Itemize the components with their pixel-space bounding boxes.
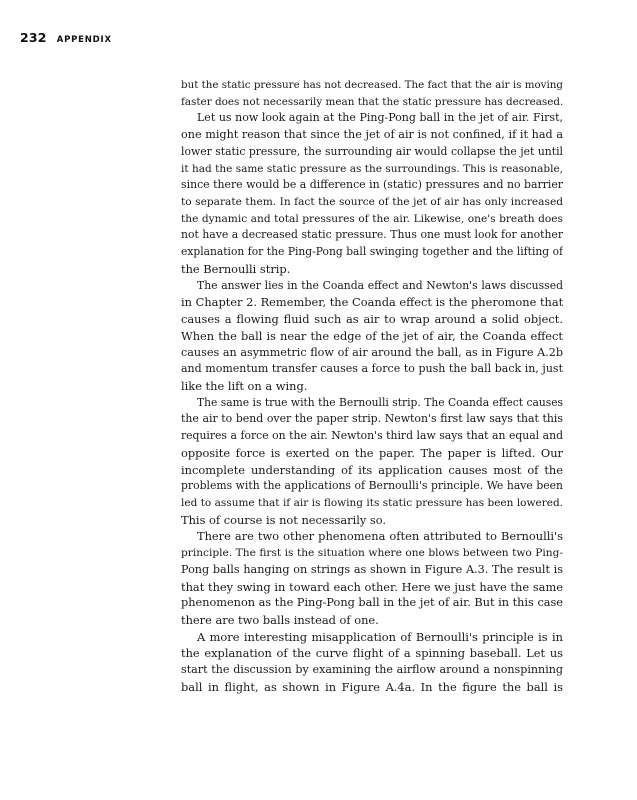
text-line: opposite force is exerted on the paper. The paper is lifted. Our <box>181 445 563 460</box>
text-line: Let us now look again at the Ping-Pong ball in the jet of air. First, <box>197 111 563 125</box>
text-line: explanation for the Ping-Pong ball swinging together and the lifting of <box>181 245 563 259</box>
text-line: incomplete understanding of its application causes most of the <box>181 462 563 477</box>
text-line: start the discussion by examining the airflow around a nonspinning <box>181 663 563 677</box>
text-line: The answer lies in the Coanda effect and Newton's laws discussed <box>197 278 563 292</box>
text-line: ball in flight, as shown in Figure A.4a. In the figure the ball is <box>181 679 563 694</box>
text-line: to separate them. In fact the source of the jet of air has only increased <box>181 196 563 209</box>
page-number: 232 <box>20 30 47 45</box>
text-line: led to assume that if air is flowing its static pressure has been lowered. <box>181 496 563 509</box>
text-line: the air to bend over the paper strip. Newton's first law says that this <box>181 412 563 426</box>
text-line: in Chapter 2. Remember, the Coanda effect is the pheromone that <box>181 295 563 310</box>
text-line: and momentum transfer causes a force to push the ball back in, just <box>181 362 563 376</box>
text-line: the explanation of the curve flight of a spinning baseball. Let us <box>181 646 563 661</box>
text-line: faster does not necessarily mean that the static pressure has decreased. <box>181 95 563 108</box>
text-line: The same is true with the Bernoulli strip. The Coanda effect causes <box>197 395 563 409</box>
text-line: the dynamic and total pressures of the air. Likewise, one's breath does <box>181 212 563 225</box>
body-text <box>181 77 563 696</box>
text-line: principle. The first is the situation where one blows between two Ping- <box>181 547 563 560</box>
text-line: causes a flowing fluid such as air to wrap around a solid object. <box>181 312 563 327</box>
text-line: A more interesting misapplication of Bernoulli's principle is in <box>197 629 563 644</box>
text-line: that they swing in toward each other. Here we just have the same <box>181 579 563 594</box>
text-line: it had the same static pressure as the surroundings. This is reasonable, <box>181 162 563 175</box>
text-line: When the ball is near the edge of the jet of air, the Coanda effect <box>181 328 563 343</box>
text-line: lower static pressure, the surrounding air would collapse the jet until <box>181 144 563 158</box>
text-line: the Bernoulli strip. <box>181 261 291 276</box>
text-line: like the lift on a wing. <box>181 378 308 393</box>
text-line: Pong balls hanging on strings as shown in Figure A.3. The result is <box>181 562 563 576</box>
text-line: one might reason that since the jet of air is not confined, if it had a <box>181 128 563 142</box>
text-line: causes an asymmetric flow of air around the ball, as in Figure A.2b <box>181 345 563 359</box>
running-head <box>20 30 112 46</box>
text-line: not have a decreased static pressure. Thus one must look for another <box>181 228 563 242</box>
text-line: there are two balls instead of one. <box>181 613 379 627</box>
text-line: but the static pressure has not decreased. The fact that the air is moving <box>181 79 563 91</box>
text-line: phenomenon as the Ping-Pong ball in the jet of air. But in this case <box>181 596 563 610</box>
text-line: This of course is not necessarily so. <box>181 512 387 527</box>
running-head-section: APPENDIX <box>56 35 112 45</box>
text-line: There are two other phenomena often attributed to Bernoulli's <box>197 529 563 544</box>
text-line: since there would be a difference in (static) pressures and no barrier <box>181 178 563 192</box>
text-line: problems with the applications of Bernoulli's principle. We have been <box>181 479 563 493</box>
text-line: requires a force on the air. Newton's third law says that an equal and <box>181 429 563 443</box>
